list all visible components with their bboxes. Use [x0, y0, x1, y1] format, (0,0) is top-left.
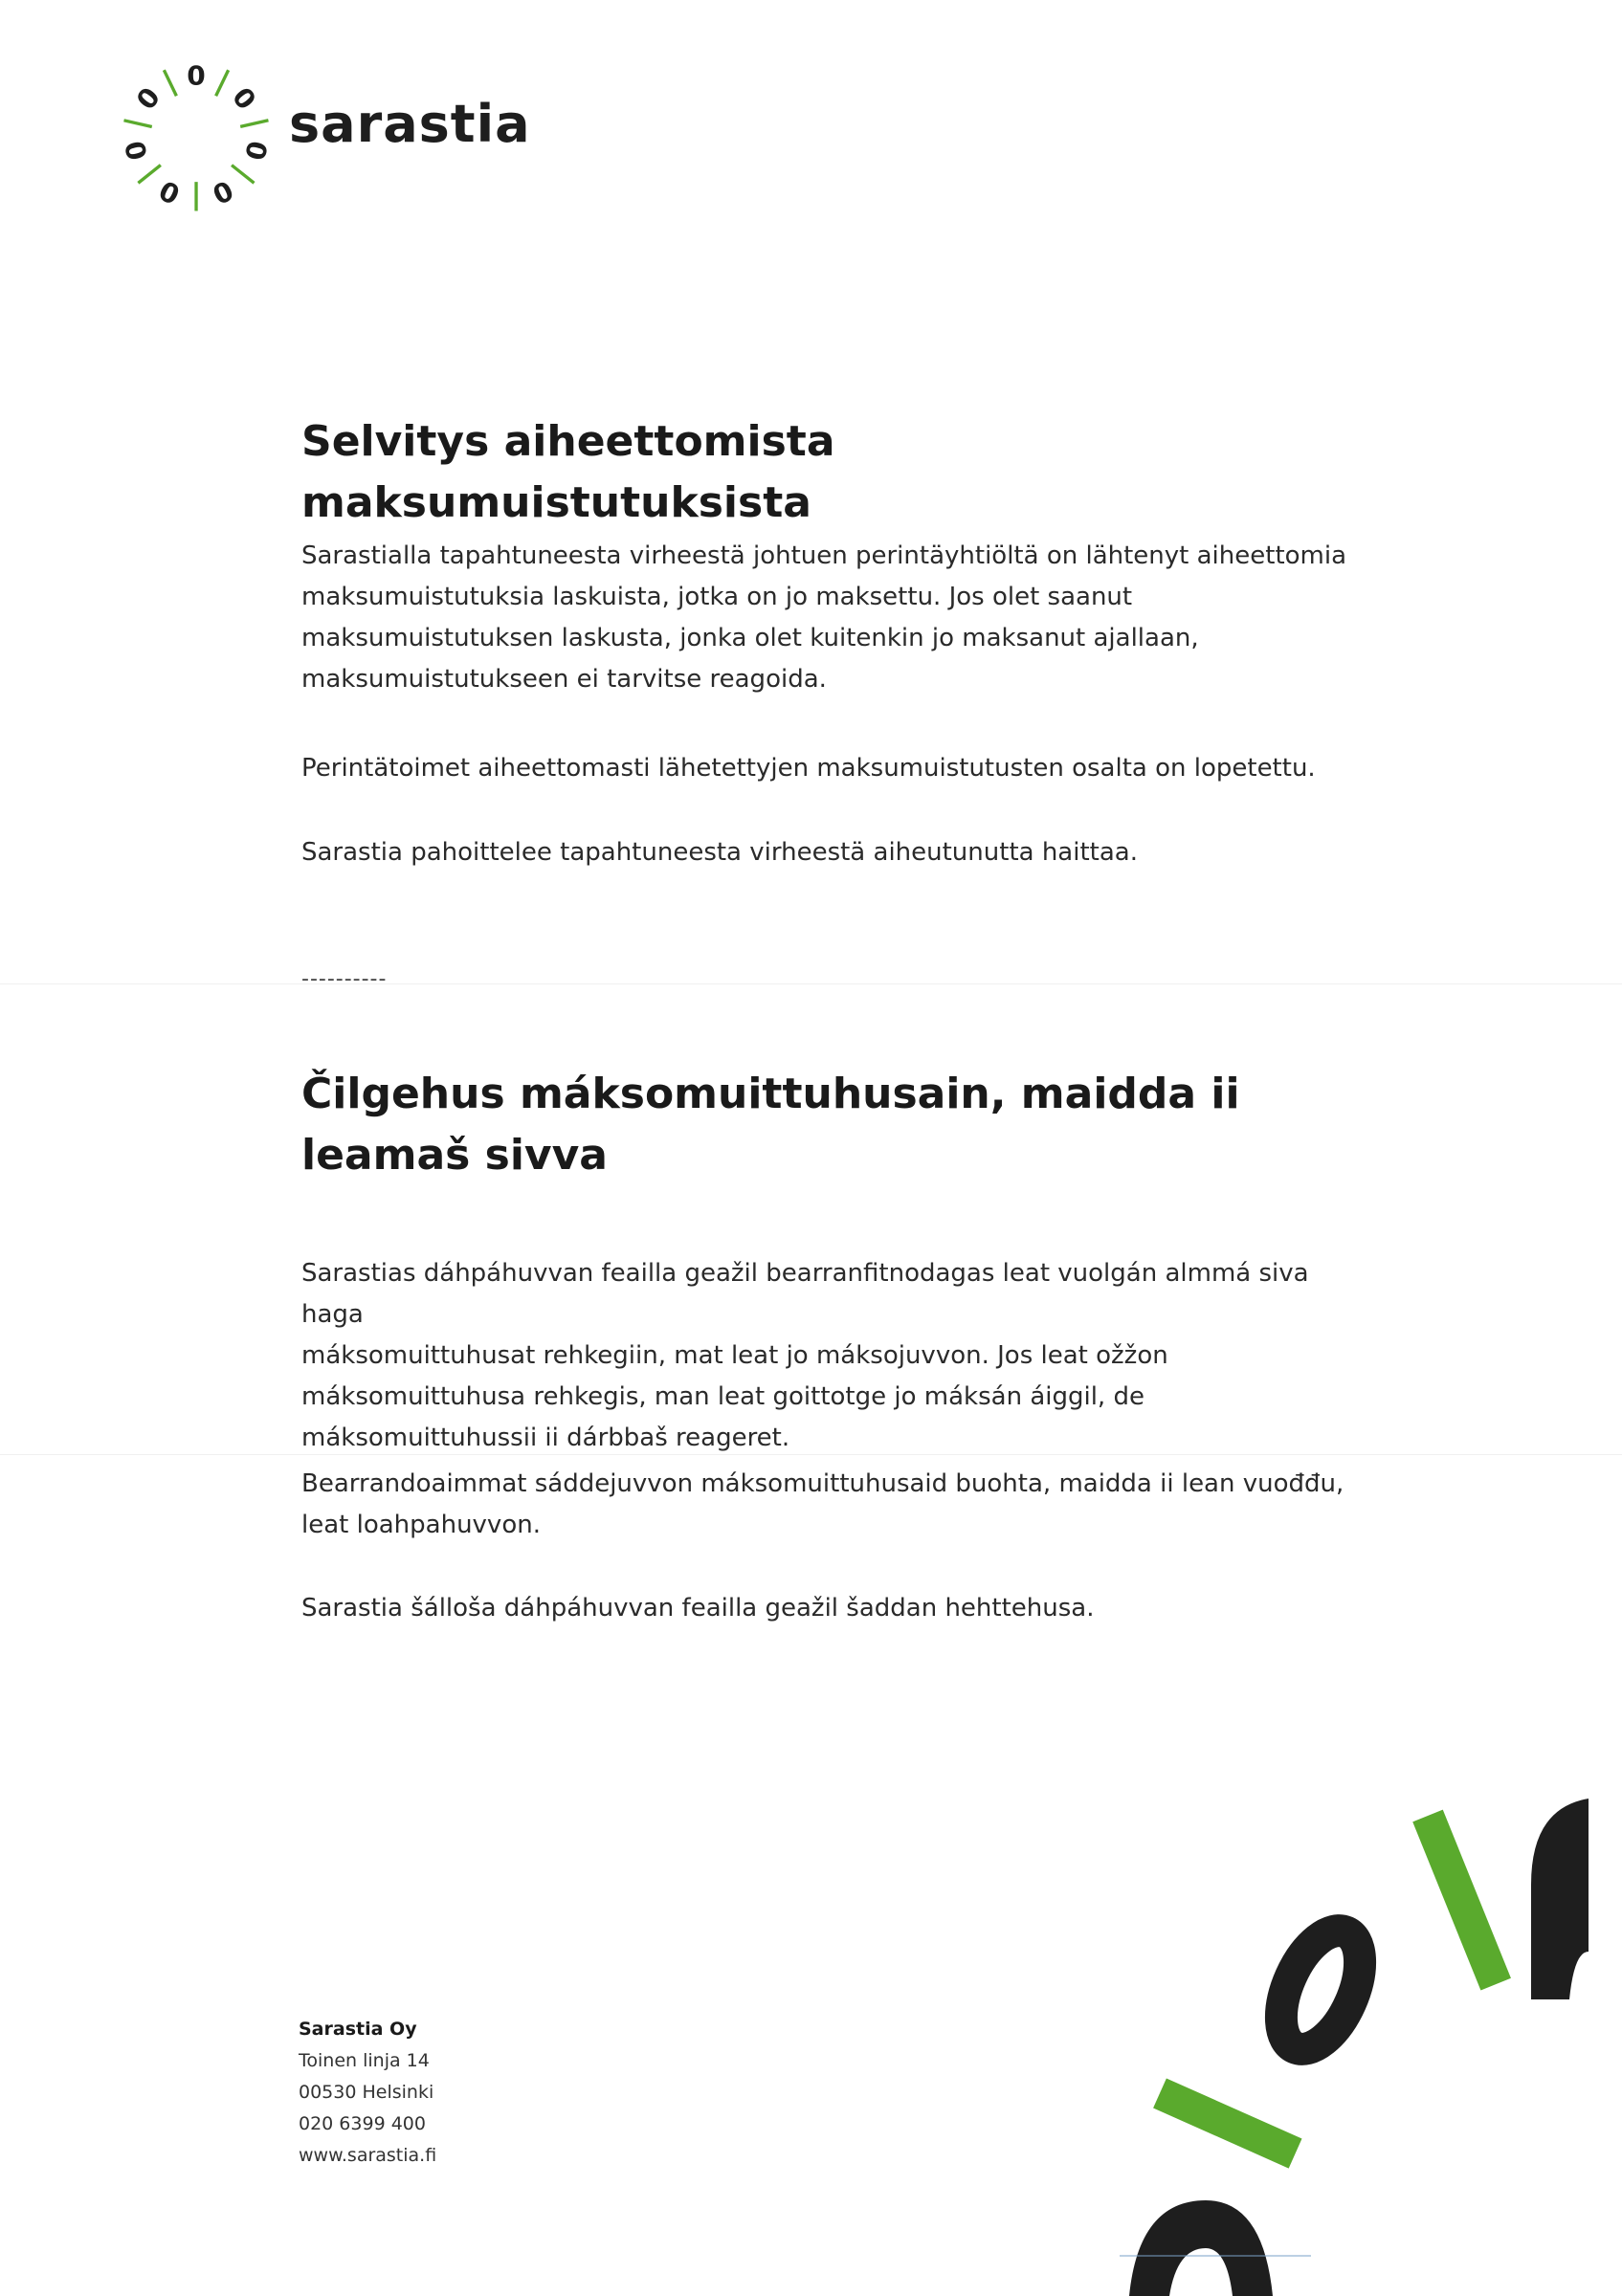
text-line: Bearrandoaimmat sáddejuvvon máksomuittuhusaid buohta, maidda ii lean vuođđu, [301, 1469, 1344, 1498]
text-line: maksumuistutukseen ei tarvitse reagoida. [301, 665, 827, 694]
logo-slash-glyph: | [190, 181, 202, 215]
logo-slash-glyph: | [119, 114, 154, 132]
text-line: máksomuittuhussii ii dárbbaš reageret. [301, 1424, 790, 1452]
logo-slash-glyph: | [227, 160, 261, 190]
decorative-brand-graphic [1120, 1779, 1622, 2296]
green-bar-icon [1153, 2078, 1301, 2168]
logo-zero-glyph: 0 [154, 173, 186, 210]
text-line: Sarastialla tapahtuneesta virheestä johtuen perintäyhtiöltä on lähtenyt aiheettomia [301, 541, 1347, 570]
logo-slash-glyph: | [131, 160, 166, 190]
finnish-paragraph-3: Sarastia pahoittelee tapahtuneesta virheestä aiheutunutta haittaa. [301, 838, 1138, 867]
phone-number: 020 6399 400 [299, 2113, 426, 2134]
logo-zero-glyph: 0 [187, 59, 206, 92]
sami-paragraph-2 [301, 1464, 1354, 1546]
logo-slash-glyph: | [238, 114, 274, 132]
finnish-paragraph-1 [301, 536, 1354, 700]
website-link[interactable]: www.sarastia.fi [299, 2145, 437, 2166]
company-address [299, 2014, 436, 2172]
finnish-title: Selvitys aiheettomista maksumuistutuksista [301, 417, 835, 527]
section-divider: ---------- [301, 967, 388, 991]
sarastia-logo-icon [115, 55, 278, 218]
text-line: máksomuittuhusat rehkegiin, mat leat jo máksojuvvon. Jos leat ožžon [301, 1341, 1168, 1370]
logo-zero-glyph: 0 [129, 81, 167, 117]
title-line: Čilgehus máksomuittuhusain, maidda ii [301, 1070, 1240, 1118]
green-bar-icon [1412, 1810, 1511, 1991]
finnish-paragraph-2: Perintätoimet aiheettomasti lähetettyjen maksumuistutusten osalta on lopetettu. [301, 754, 1316, 783]
text-line: máksomuittuhusa rehkegis, man leat goittotge jo máksán áiggil, de [301, 1382, 1144, 1411]
text-line: maksumuistutuksen laskusta, jonka olet kuitenkin jo maksanut ajallaan, [301, 624, 1199, 652]
logo-zero-glyph: 0 [207, 173, 238, 210]
title-line: leamaš sivva [301, 1131, 608, 1180]
logo-zero-glyph: 0 [226, 81, 263, 117]
logo-zero-glyph: 0 [238, 138, 274, 164]
street-address: Toinen linja 14 [299, 2050, 430, 2071]
dark-zero-icon [1265, 1919, 1376, 2061]
dark-arc-icon [1129, 2200, 1273, 2296]
text-line: maksumuistutuksia laskuista, jotka on jo maksettu. Jos olet saanut [301, 583, 1133, 611]
logo-slash-glyph: | [157, 64, 182, 99]
text-line: leat loahpahuvvon. [301, 1511, 541, 1539]
logo-wordmark: sarastia [289, 94, 531, 154]
postal-city: 00530 Helsinki [299, 2082, 434, 2103]
sami-paragraph-3: Sarastia šálloša dáhpáhuvvan feailla geažil šaddan hehttehusa. [301, 1594, 1095, 1623]
logo-zero-glyph: 0 [119, 138, 154, 164]
logo-slash-glyph: | [211, 64, 235, 99]
dark-arc-icon [1531, 1799, 1589, 1999]
sami-title [301, 1064, 1354, 1186]
company-name: Sarastia Oy [299, 2019, 417, 2040]
sami-paragraph-1 [301, 1253, 1354, 1459]
text-line: Sarastias dáhpáhuvvan feailla geažil bearranfitnodagas leat vuolgán almmá siva haga [301, 1259, 1309, 1329]
